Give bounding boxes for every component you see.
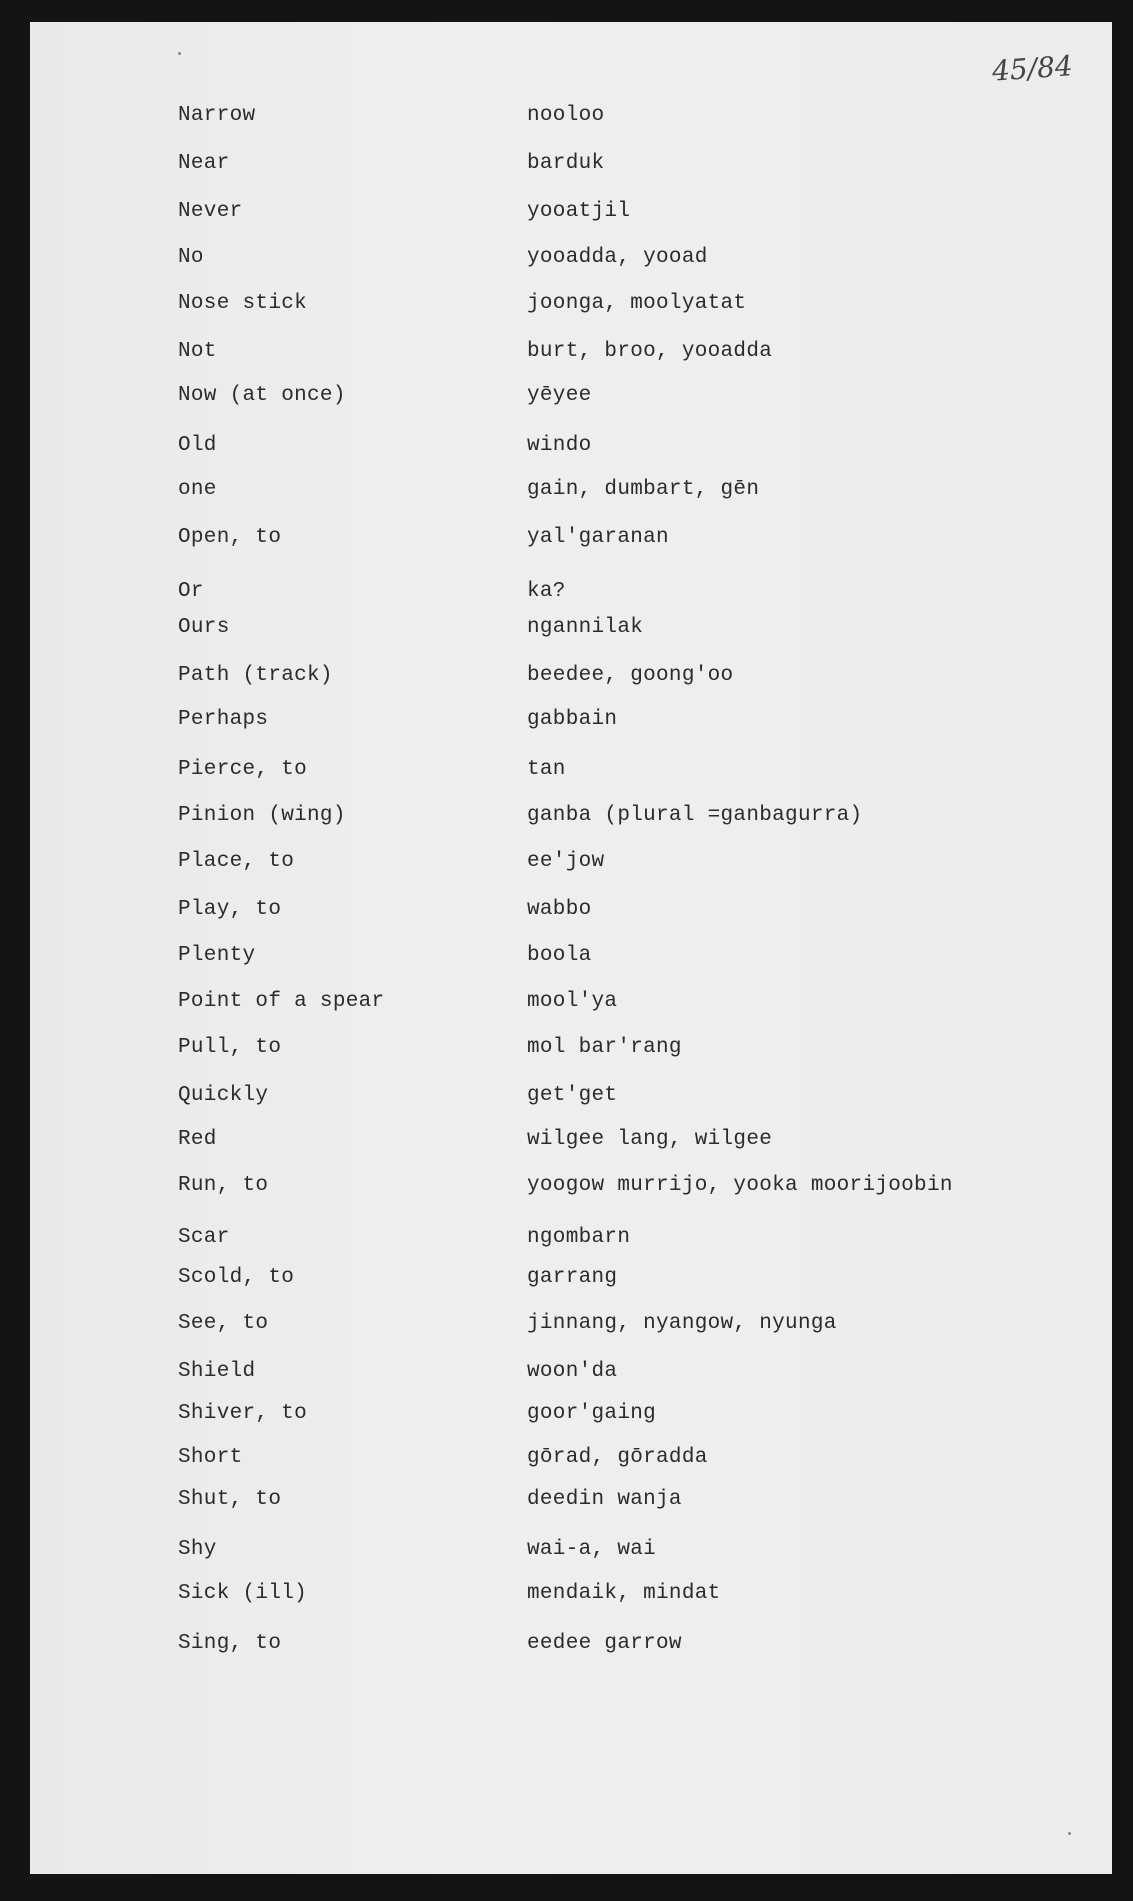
entry-row bbox=[30, 580, 1112, 610]
entry-translation: gōrad, gōradda bbox=[527, 1446, 708, 1469]
entry-row bbox=[30, 340, 1112, 370]
entry-translation: jinnang, nyangow, nyunga bbox=[527, 1312, 837, 1335]
entry-row bbox=[30, 1538, 1112, 1568]
entry-term: See, to bbox=[178, 1312, 269, 1335]
entry-row bbox=[30, 478, 1112, 508]
entry-term: Shiver, to bbox=[178, 1402, 308, 1425]
entry-term: Pierce, to bbox=[178, 758, 308, 781]
entry-term: Scold, to bbox=[178, 1266, 295, 1289]
entry-translation: yoogow murrijo, yooka moorijoobin bbox=[527, 1174, 953, 1197]
entry-term: Narrow bbox=[178, 104, 256, 127]
entry-translation: get'get bbox=[527, 1084, 618, 1107]
entry-term: Pinion (wing) bbox=[178, 804, 346, 827]
entry-row bbox=[30, 1266, 1112, 1296]
entry-row bbox=[30, 1360, 1112, 1390]
entry-translation: tan bbox=[527, 758, 566, 781]
page-number: 45/84 bbox=[990, 49, 1074, 88]
entry-translation: deedin wanja bbox=[527, 1488, 682, 1511]
entry-term: Now (at once) bbox=[178, 384, 346, 407]
entry-row bbox=[30, 616, 1112, 646]
entry-term: Sing, to bbox=[178, 1632, 282, 1655]
entry-term: Play, to bbox=[178, 898, 282, 921]
entry-row bbox=[30, 1084, 1112, 1114]
entry-term: Or bbox=[178, 580, 204, 603]
entry-term: Sick (ill) bbox=[178, 1582, 308, 1605]
entry-translation: eedee garrow bbox=[527, 1632, 682, 1655]
entry-row bbox=[30, 246, 1112, 276]
entry-row bbox=[30, 1488, 1112, 1518]
entry-term: Shield bbox=[178, 1360, 256, 1383]
entry-translation: goor'gaing bbox=[527, 1402, 657, 1425]
entry-translation: yal'garanan bbox=[527, 526, 669, 549]
entry-term: Plenty bbox=[178, 944, 256, 967]
entry-term: Point of a spear bbox=[178, 990, 385, 1013]
entry-translation: joonga, moolyatat bbox=[527, 292, 747, 315]
entry-translation: wabbo bbox=[527, 898, 592, 921]
entry-translation: gabbain bbox=[527, 708, 618, 731]
entry-term: Path (track) bbox=[178, 664, 333, 687]
entry-row bbox=[30, 1632, 1112, 1662]
entry-term: Quickly bbox=[178, 1084, 269, 1107]
entry-translation: ngannilak bbox=[527, 616, 644, 639]
entry-term: Run, to bbox=[178, 1174, 269, 1197]
entry-row bbox=[30, 292, 1112, 322]
entry-row bbox=[30, 1128, 1112, 1158]
entry-row bbox=[30, 526, 1112, 556]
entry-translation: yooadda, yooad bbox=[527, 246, 708, 269]
entry-translation: gain, dumbart, gēn bbox=[527, 478, 760, 501]
entry-row bbox=[30, 104, 1112, 134]
entry-term: Ours bbox=[178, 616, 230, 639]
entry-term: Scar bbox=[178, 1226, 230, 1249]
entry-translation: garrang bbox=[527, 1266, 618, 1289]
entry-row bbox=[30, 1446, 1112, 1476]
entry-term: Short bbox=[178, 1446, 243, 1469]
entry-translation: nooloo bbox=[527, 104, 605, 127]
entry-translation: burt, broo, yooadda bbox=[527, 340, 773, 363]
entry-term: Red bbox=[178, 1128, 217, 1151]
entry-translation: windo bbox=[527, 434, 592, 457]
entry-translation: wai-a, wai bbox=[527, 1538, 657, 1561]
entry-row bbox=[30, 1226, 1112, 1256]
entry-row bbox=[30, 898, 1112, 928]
entry-row bbox=[30, 1402, 1112, 1432]
entry-translation: woon'da bbox=[527, 1360, 618, 1383]
entry-term: Near bbox=[178, 152, 230, 175]
entry-translation: ka? bbox=[527, 580, 566, 603]
entry-translation: yēyee bbox=[527, 384, 592, 407]
entry-translation: wilgee lang, wilgee bbox=[527, 1128, 773, 1151]
entry-term: Perhaps bbox=[178, 708, 269, 731]
entry-translation: ee'jow bbox=[527, 850, 605, 873]
entry-term: No bbox=[178, 246, 204, 269]
entry-row bbox=[30, 804, 1112, 834]
entry-row bbox=[30, 384, 1112, 414]
entry-row bbox=[30, 1312, 1112, 1342]
entry-row bbox=[30, 944, 1112, 974]
entry-term: Shy bbox=[178, 1538, 217, 1561]
entry-row bbox=[30, 434, 1112, 464]
document-page bbox=[30, 22, 1112, 1874]
entry-translation: beedee, goong'oo bbox=[527, 664, 734, 687]
entry-term: Old bbox=[178, 434, 217, 457]
entry-translation: yooatjil bbox=[527, 200, 631, 223]
entry-term: Not bbox=[178, 340, 217, 363]
entry-translation: ganba (plural =ganbagurra) bbox=[527, 804, 863, 827]
entry-term: Never bbox=[178, 200, 243, 223]
entry-translation: ngombarn bbox=[527, 1226, 631, 1249]
entry-row bbox=[30, 664, 1112, 694]
entry-translation: mol bar'rang bbox=[527, 1036, 682, 1059]
entry-term: Nose stick bbox=[178, 292, 308, 315]
entry-row bbox=[30, 850, 1112, 880]
entry-row bbox=[30, 152, 1112, 182]
entry-term: Open, to bbox=[178, 526, 282, 549]
entry-term: Shut, to bbox=[178, 1488, 282, 1511]
entry-row bbox=[30, 990, 1112, 1020]
entry-term: one bbox=[178, 478, 217, 501]
entry-term: Place, to bbox=[178, 850, 295, 873]
entry-row bbox=[30, 1036, 1112, 1066]
entry-translation: boola bbox=[527, 944, 592, 967]
entry-row bbox=[30, 1582, 1112, 1612]
entry-translation: mool'ya bbox=[527, 990, 618, 1013]
entry-row bbox=[30, 758, 1112, 788]
entry-row bbox=[30, 200, 1112, 230]
entry-row bbox=[30, 708, 1112, 738]
entry-row bbox=[30, 1174, 1112, 1204]
entry-term: Pull, to bbox=[178, 1036, 282, 1059]
vocabulary-list bbox=[30, 22, 1112, 1874]
entry-translation: mendaik, mindat bbox=[527, 1582, 721, 1605]
entry-translation: barduk bbox=[527, 152, 605, 175]
